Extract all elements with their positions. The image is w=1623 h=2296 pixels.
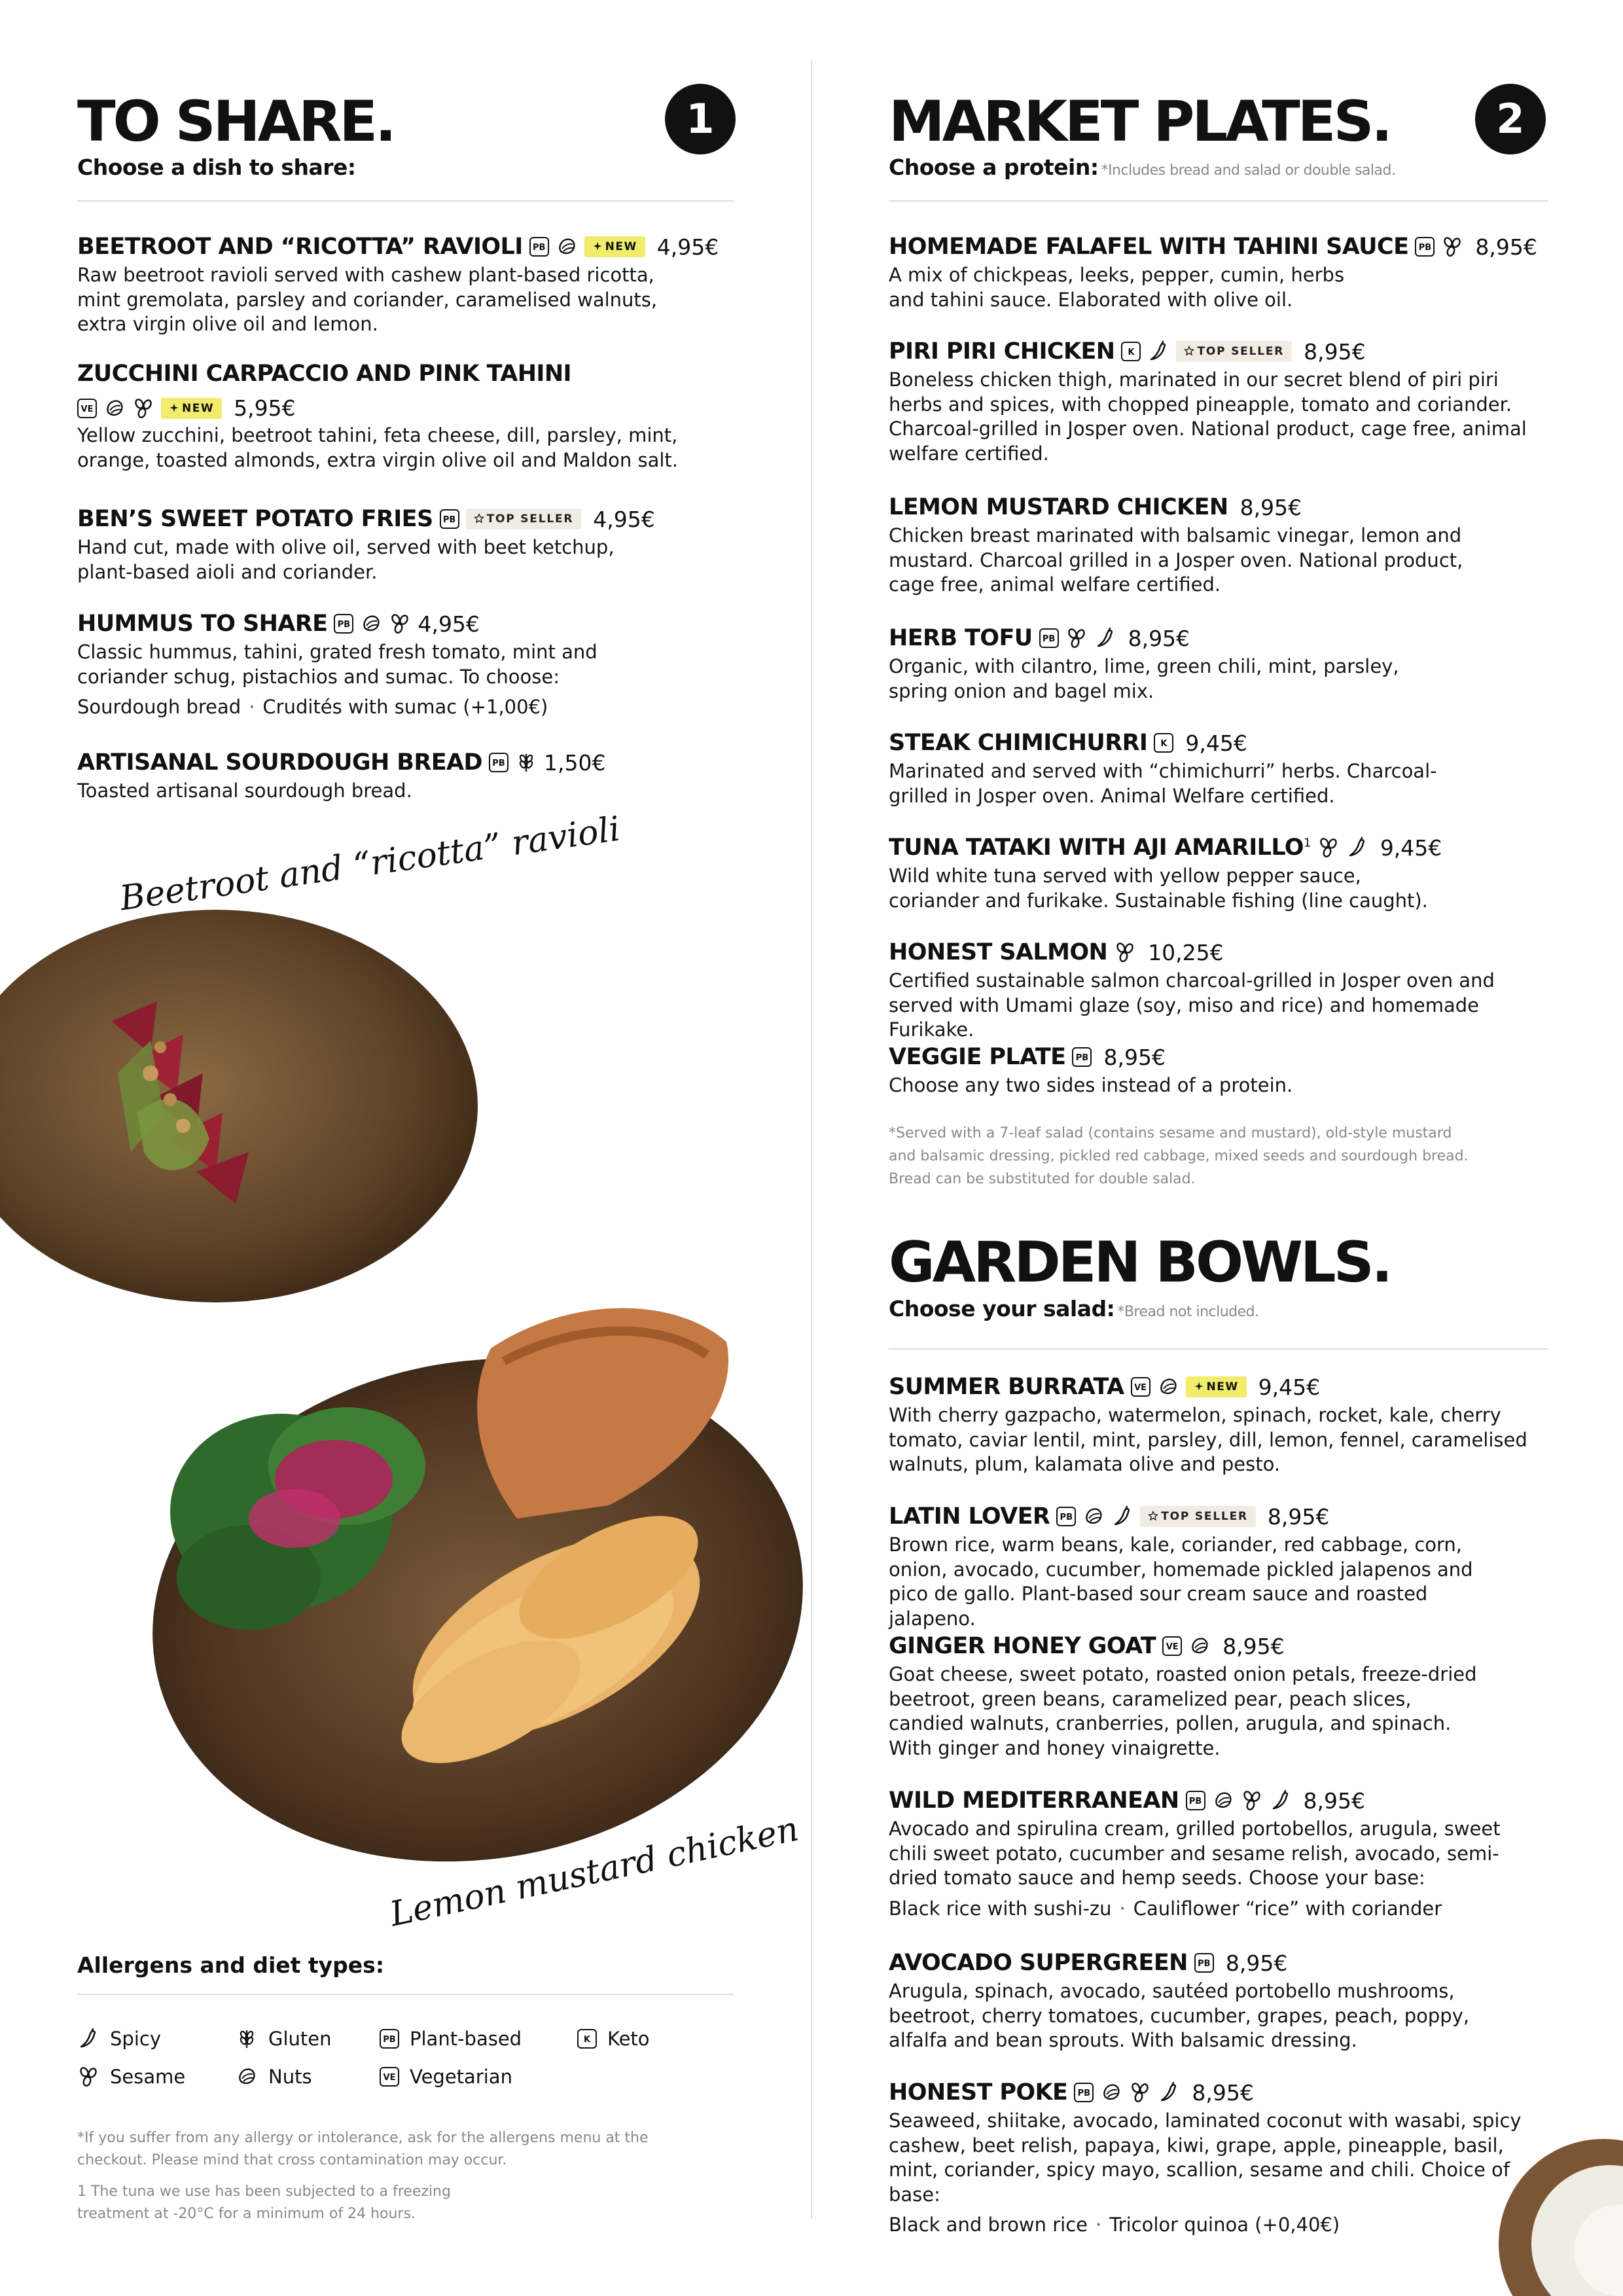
item-price: 4,95€ xyxy=(656,234,719,260)
allergy-disclaimer: *If you suffer from any allergy or intolerance, ask for the allergens menu at the checkout. Please mind that cross contamination may occur. xyxy=(77,2130,649,2168)
sesame-icon xyxy=(1317,836,1340,859)
spark-icon xyxy=(169,403,179,413)
plant-based-badge: PB xyxy=(440,509,459,529)
subtitle-text: Choose your salad: xyxy=(889,1296,1115,1321)
dip-bowl-photo xyxy=(1492,2126,1623,2296)
to-share-title: TO SHARE. xyxy=(77,89,394,154)
item-options: Black and brown rice · Tricolor quinoa (+0,40€) xyxy=(889,2214,1340,2236)
new-tag-label: NEW xyxy=(182,401,215,415)
menu-item xyxy=(889,834,1452,913)
item-description: Choose any two sides instead of a protein. xyxy=(889,1074,1293,1096)
ravioli-plate-photo xyxy=(0,903,484,1309)
legend-label: Sesame xyxy=(110,2066,186,2088)
footnote-marker: 1 xyxy=(1303,836,1311,850)
item-description: Certified sustainable salmon charcoal-grilled in Josper oven and served with Umami glaze (soy, miso and rice) and homemade Furikake. xyxy=(889,969,1495,1041)
star-icon xyxy=(1184,346,1194,356)
nut-icon xyxy=(360,613,382,635)
menu-item xyxy=(889,624,1412,704)
plant-based-badge: PB xyxy=(1072,1047,1092,1067)
item-name: HONEST POKE xyxy=(889,2079,1068,2106)
item-name: HONEST SALMON xyxy=(889,939,1108,965)
nut-icon xyxy=(1082,1505,1105,1528)
plant-based-badge: PB xyxy=(1415,237,1435,257)
item-description: Classic hummus, tahini, grated fresh tomato, mint and coriander schug, pistachios and sumac. To choose: xyxy=(77,641,597,688)
star-icon xyxy=(1148,1511,1158,1521)
sesame-icon xyxy=(389,613,411,635)
new-tag xyxy=(161,398,222,419)
item-description: Boneless chicken thigh, marinated in our secret blend of piri piri herbs and spices, with chopped pineapple, tomato and coriander. Charcoal-grilled in Josper oven. National product, cage free, animal welfare certified. xyxy=(889,368,1527,465)
legend-gluten xyxy=(236,2028,332,2050)
sesame-icon xyxy=(1241,1789,1263,1812)
allergens-title: Allergens and diet types: xyxy=(77,1952,385,1978)
plant-based-badge: PB xyxy=(334,614,353,634)
sesame-icon xyxy=(77,2066,99,2088)
item-price: 10,25€ xyxy=(1148,939,1224,965)
divider-line xyxy=(889,200,1548,202)
menu-item xyxy=(889,1043,1293,1098)
item-price: 8,95€ xyxy=(1475,234,1537,260)
market-plates-subtitle xyxy=(889,154,1395,180)
item-price: 8,95€ xyxy=(1304,338,1366,365)
item-price: 8,95€ xyxy=(1225,1950,1288,1976)
keto-badge: K xyxy=(1154,733,1173,753)
item-name: ZUCCHINI CARPACCIO AND PINK TAHINI xyxy=(77,361,571,387)
top-seller-tag xyxy=(1140,1506,1256,1527)
item-price: 4,95€ xyxy=(593,506,655,532)
market-plates-footnote: *Served with a 7-leaf salad (contains sesame and mustard), old-style mustard and balsamic dressing, pickled red cabbage, mixed seeds and sourdough bread. Bread can be substituted for double salad. xyxy=(889,1125,1469,1187)
item-description: Raw beetroot ravioli served with cashew plant-based ricotta, mint gremolata, parsley and coriander, caramelised walnuts, extra virgin olive oil and lemon. xyxy=(77,264,658,335)
new-tag-label: NEW xyxy=(1206,1380,1239,1393)
legend-label: Vegetarian xyxy=(410,2066,512,2088)
top-seller-tag xyxy=(1176,341,1292,362)
item-price: 8,95€ xyxy=(1128,625,1190,651)
nut-icon xyxy=(1157,1376,1179,1398)
item-name: ARTISANAL SOURDOUGH BREAD xyxy=(77,749,482,776)
nut-icon xyxy=(1188,1635,1211,1657)
item-name: PIRI PIRI CHICKEN xyxy=(889,338,1115,365)
nut-icon xyxy=(236,2066,258,2088)
item-description: With cherry gazpacho, watermelon, spinach, rocket, kale, cherry tomato, caviar lentil, mint, parsley, dill, lemon, fennel, caramelised walnuts, plum, kalamata olive and pesto. xyxy=(889,1404,1527,1475)
divider-line xyxy=(889,1348,1548,1350)
item-price: 8,95€ xyxy=(1303,1787,1366,1814)
plant-based-badge: PB xyxy=(1039,628,1059,648)
menu-item xyxy=(77,610,734,718)
legend-keto xyxy=(577,2028,650,2050)
spark-icon xyxy=(592,241,603,251)
item-price: 5,95€ xyxy=(234,395,296,421)
menu-item xyxy=(889,2079,1530,2236)
item-name: VEGGIE PLATE xyxy=(889,1044,1066,1070)
item-price: 8,95€ xyxy=(1267,1503,1330,1530)
option: Black and brown rice xyxy=(889,2214,1088,2236)
column-divider xyxy=(811,60,812,2219)
keto-badge: K xyxy=(1121,342,1141,361)
spark-icon xyxy=(1194,1381,1204,1391)
section-number-2: 2 xyxy=(1475,84,1546,154)
new-tag-label: NEW xyxy=(605,240,637,253)
menu-item xyxy=(889,729,1478,808)
item-price: 8,95€ xyxy=(1240,494,1302,520)
option: Tricolor quinoa (+0,40€) xyxy=(1109,2214,1340,2236)
divider-line xyxy=(77,1994,734,1995)
chili-icon xyxy=(77,2028,99,2050)
chili-icon xyxy=(1094,627,1116,649)
star-icon xyxy=(474,513,484,524)
menu-item xyxy=(889,939,1548,1043)
item-name: AVOCADO SUPERGREEN xyxy=(889,1950,1188,1976)
plant-based-badge: PB xyxy=(1186,1791,1205,1810)
option: Crudités with sumac (+1,00€) xyxy=(262,696,548,718)
top-seller-label: TOP SELLER xyxy=(1197,345,1285,358)
chili-icon xyxy=(1270,1789,1292,1812)
chicken-caption: Lemon mustard chicken xyxy=(386,1809,802,1935)
subtitle-note: *Bread not included. xyxy=(1117,1304,1259,1320)
menu-item xyxy=(889,1373,1543,1477)
subtitle-note: *Includes bread and salad or double salad. xyxy=(1101,162,1396,179)
item-name: HERB TOFU xyxy=(889,625,1033,651)
ravioli-caption: Beetroot and “ricotta” ravioli xyxy=(117,809,623,919)
chili-icon xyxy=(1346,836,1368,859)
item-name: BEETROOT AND “RICOTTA” RAVIOLI xyxy=(77,234,523,260)
option: Sourdough bread xyxy=(77,696,241,718)
legend-sesame xyxy=(77,2066,185,2088)
item-price: 9,45€ xyxy=(1185,730,1247,756)
chicken-plate-photo xyxy=(151,1270,831,1872)
to-share-subtitle: Choose a dish to share: xyxy=(77,154,356,180)
menu-item xyxy=(889,493,1478,598)
legend-label: Nuts xyxy=(268,2066,312,2088)
legend-label: Spicy xyxy=(110,2028,161,2050)
legend-label: Keto xyxy=(607,2028,650,2050)
vegetarian-badge: VE xyxy=(77,399,97,418)
nut-icon xyxy=(556,236,578,258)
vegetarian-badge: VE xyxy=(1162,1636,1182,1656)
legend-nuts xyxy=(236,2066,312,2088)
item-price: 1,50€ xyxy=(543,749,606,776)
item-price: 8,95€ xyxy=(1192,2079,1254,2106)
new-tag xyxy=(584,236,645,257)
sesame-icon xyxy=(1129,2081,1151,2104)
menu-item xyxy=(889,233,1537,312)
item-description: Marinated and served with “chimichurri” herbs. Charcoal-grilled in Josper oven. Animal Welfare certified. xyxy=(889,760,1437,807)
item-description: Yellow zucchini, beetroot tahini, feta cheese, dill, parsley, mint, orange, toasted almonds, extra virgin olive oil and Maldon salt. xyxy=(77,424,679,471)
item-description: Brown rice, warm beans, kale, coriander, red cabbage, corn, onion, avocado, cucumber, homemade pickled jalapenos and pico de gallo. Plant-based sour cream sauce and roasted jalapeno. xyxy=(889,1534,1473,1630)
item-description: A mix of chickpeas, leeks, pepper, cumin, herbs and tahini sauce. Elaborated with olive oil. xyxy=(889,264,1345,311)
item-description: Toasted artisanal sourdough bread. xyxy=(77,780,412,802)
menu-item xyxy=(889,1949,1478,2053)
nut-icon xyxy=(1100,2081,1122,2104)
item-price: 8,95€ xyxy=(1103,1044,1166,1070)
plant-based-badge: PB xyxy=(489,753,508,772)
legend-plant-based xyxy=(380,2028,522,2050)
sesame-icon xyxy=(1065,627,1088,649)
item-name: LEMON MUSTARD CHICKEN xyxy=(889,494,1228,520)
plant-based-badge: PB xyxy=(529,237,549,257)
item-name: LATIN LOVER xyxy=(889,1503,1050,1530)
new-tag xyxy=(1186,1376,1247,1397)
item-description: Wild white tuna served with yellow pepper sauce, coriander and furikake. Sustainable fishing (line caught). xyxy=(889,865,1428,912)
top-seller-label: TOP SELLER xyxy=(1161,1510,1248,1523)
item-price: 9,45€ xyxy=(1258,1374,1321,1400)
allergen-legend xyxy=(77,2022,734,2101)
legend-spicy xyxy=(77,2028,161,2050)
menu-item xyxy=(889,1503,1517,1631)
item-name: STEAK CHIMICHURRI xyxy=(889,730,1148,756)
divider-line xyxy=(77,200,734,202)
chili-icon xyxy=(1111,1505,1133,1528)
legend-vegetarian xyxy=(380,2066,512,2088)
nut-icon xyxy=(1212,1789,1234,1812)
menu-item xyxy=(77,505,734,584)
vegetarian-badge: VE xyxy=(380,2067,399,2087)
item-name-text: TUNA TATAKI WITH AJI AMARILLO xyxy=(889,834,1304,861)
item-price: 9,45€ xyxy=(1380,834,1442,861)
item-description: Arugula, spinach, avocado, sautéed portobello mushrooms, beetroot, cherry tomatoes, cucumber, grapes, peach, poppy, alfalfa and bean sprouts. With balsamic dressing. xyxy=(889,1980,1470,2051)
item-description: Organic, with cilantro, lime, green chili, mint, parsley, spring onion and bagel mix. xyxy=(889,655,1399,702)
item-name: HUMMUS TO SHARE xyxy=(77,611,328,637)
sesame-icon xyxy=(1114,941,1136,963)
vegetarian-badge: VE xyxy=(1131,1377,1150,1397)
keto-badge: K xyxy=(577,2029,597,2049)
menu-item xyxy=(77,233,734,337)
garden-bowls-subtitle xyxy=(889,1296,1259,1321)
item-name: SUMMER BURRATA xyxy=(889,1374,1124,1400)
item-name: BEN’S SWEET POTATO FRIES xyxy=(77,506,433,532)
plant-based-badge: PB xyxy=(1074,2083,1094,2102)
plant-based-badge: PB xyxy=(1194,1953,1214,1973)
item-name xyxy=(889,834,1311,861)
plant-based-badge: PB xyxy=(380,2029,399,2049)
item-description: Seaweed, shiitake, avocado, laminated coconut with wasabi, spicy cashew, beet relish, papaya, kiwi, grape, apple, pineapple, basil, mint, coriander, spicy mayo, scallion, sesame and chili. Choice of base: xyxy=(889,2109,1522,2206)
sesame-icon xyxy=(132,397,154,420)
wheat-icon xyxy=(236,2028,258,2050)
item-description: Avocado and spirulina cream, grilled portobellos, arugula, sweet chili sweet potato, cucumber and sesame relish, avocado, semi-dried tomato sauce and hemp seeds. Choose your base: xyxy=(889,1818,1501,1889)
nut-icon xyxy=(103,397,126,420)
market-plates-title: MARKET PLATES. xyxy=(889,89,1391,154)
top-seller-label: TOP SELLER xyxy=(486,512,574,526)
top-seller-tag xyxy=(466,509,582,529)
plant-based-badge: PB xyxy=(1056,1507,1076,1526)
legend-label: Plant-based xyxy=(410,2028,522,2050)
item-options: Sourdough bread · Crudités with sumac (+1,00€) xyxy=(77,696,548,718)
menu-item xyxy=(77,749,734,804)
item-description: Goat cheese, sweet potato, roasted onion petals, freeze-dried beetroot, green beans, caramelized pear, peach slices, candied walnuts, cranberries, pollen, arugula, and spinach. With ginger and honey vinaigrette. xyxy=(889,1663,1477,1759)
sesame-icon xyxy=(1441,236,1463,258)
menu-item xyxy=(889,1632,1478,1761)
menu-item xyxy=(77,360,734,473)
chili-icon xyxy=(1147,340,1169,363)
legend-label: Gluten xyxy=(268,2028,332,2050)
garden-bowls-title: GARDEN BOWLS. xyxy=(889,1230,1391,1295)
option: Black rice with sushi-zu xyxy=(889,1897,1112,1920)
menu-item xyxy=(889,338,1537,466)
item-name: HOMEMADE FALAFEL WITH TAHINI SAUCE xyxy=(889,234,1409,260)
menu-item xyxy=(889,1787,1530,1920)
item-description: Chicken breast marinated with balsamic vinegar, lemon and mustard. Charcoal grilled in a Josper oven. National product, cage free, animal welfare certified. xyxy=(889,524,1463,596)
item-price: 8,95€ xyxy=(1222,1633,1285,1659)
item-options: Black rice with sushi-zu · Cauliflower “rice” with coriander xyxy=(889,1897,1442,1920)
tuna-footnote: 1 The tuna we use has been subjected to a freezing treatment at -20°C for a minimum of 24 hours. xyxy=(77,2183,451,2222)
item-price: 4,95€ xyxy=(418,611,480,637)
item-name: GINGER HONEY GOAT xyxy=(889,1633,1156,1659)
wheat-icon xyxy=(515,751,537,774)
section-number-1: 1 xyxy=(665,84,736,154)
item-description: Hand cut, made with olive oil, served with beet ketchup, plant-based aioli and coriander. xyxy=(77,536,615,583)
subtitle-text: Choose a protein: xyxy=(889,154,1099,180)
chili-icon xyxy=(1158,2081,1180,2104)
option: Cauliflower “rice” with coriander xyxy=(1133,1897,1442,1920)
item-name: WILD MEDITERRANEAN xyxy=(889,1787,1179,1814)
